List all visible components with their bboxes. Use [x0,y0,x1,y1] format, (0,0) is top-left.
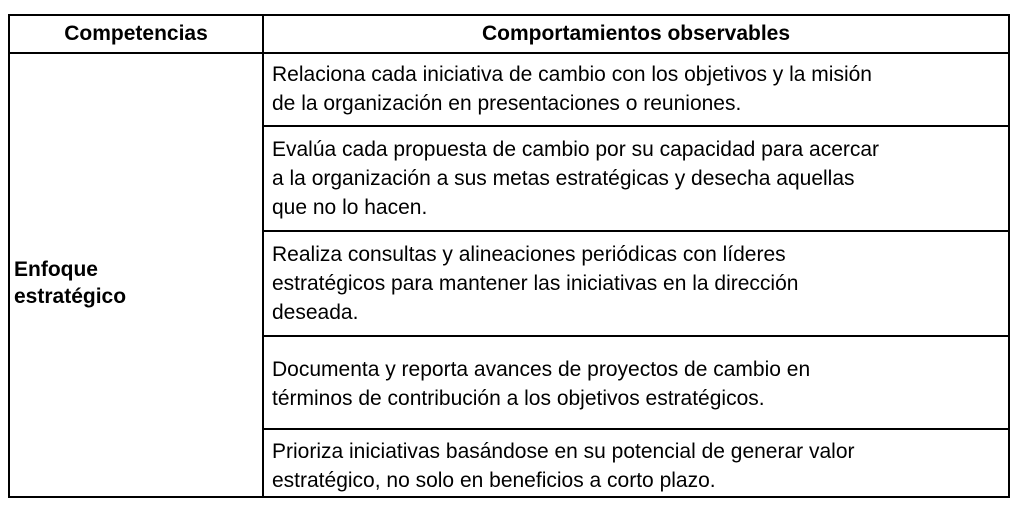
behavior-3-line-3: deseada. [272,301,359,324]
behavior-row-3 [272,240,1002,327]
competency-name-line-1: Enfoque [14,258,98,281]
row-divider [264,335,1008,337]
row-divider [264,125,1008,127]
column-divider [262,16,264,496]
behavior-row-1 [272,60,1002,118]
behavior-3-line-2: estratégicos para mantener las iniciativas en la dirección [272,272,799,295]
header-comportamientos: Comportamientos observables [481,22,791,45]
behavior-5-line-1: Prioriza iniciativas basándose en su potencial de generar valor [272,440,855,463]
behavior-2-line-3: que no lo hacen. [272,196,428,219]
behavior-row-4 [272,355,1002,413]
competency-name [14,256,254,310]
competencies-table [8,14,1010,498]
behavior-3-line-1: Realiza consultas y alineaciones periódicas con líderes [272,243,786,266]
behavior-1-line-2: de la organización en presentaciones o reuniones. [272,92,742,115]
behavior-1-line-1: Relaciona cada iniciativa de cambio con los objetivos y la misión [272,63,872,86]
row-divider [264,428,1008,430]
header-divider [10,52,1008,54]
behavior-2-line-1: Evalúa cada propuesta de cambio por su capacidad para acercar [272,138,880,161]
behavior-2-line-2: a la organización a sus metas estratégicas y desecha aquellas [272,167,855,190]
behavior-row-5 [272,437,1002,495]
behavior-4-line-1: Documenta y reporta avances de proyectos de cambio en [272,358,811,381]
header-competencias: Competencias [64,22,208,45]
competency-name-line-2: estratégico [14,285,127,308]
behavior-4-line-2: términos de contribución a los objetivos estratégicos. [272,387,765,410]
row-divider [264,230,1008,232]
behavior-row-2 [272,135,1002,222]
behavior-5-line-2: estratégico, no solo en beneficios a corto plazo. [272,469,716,492]
